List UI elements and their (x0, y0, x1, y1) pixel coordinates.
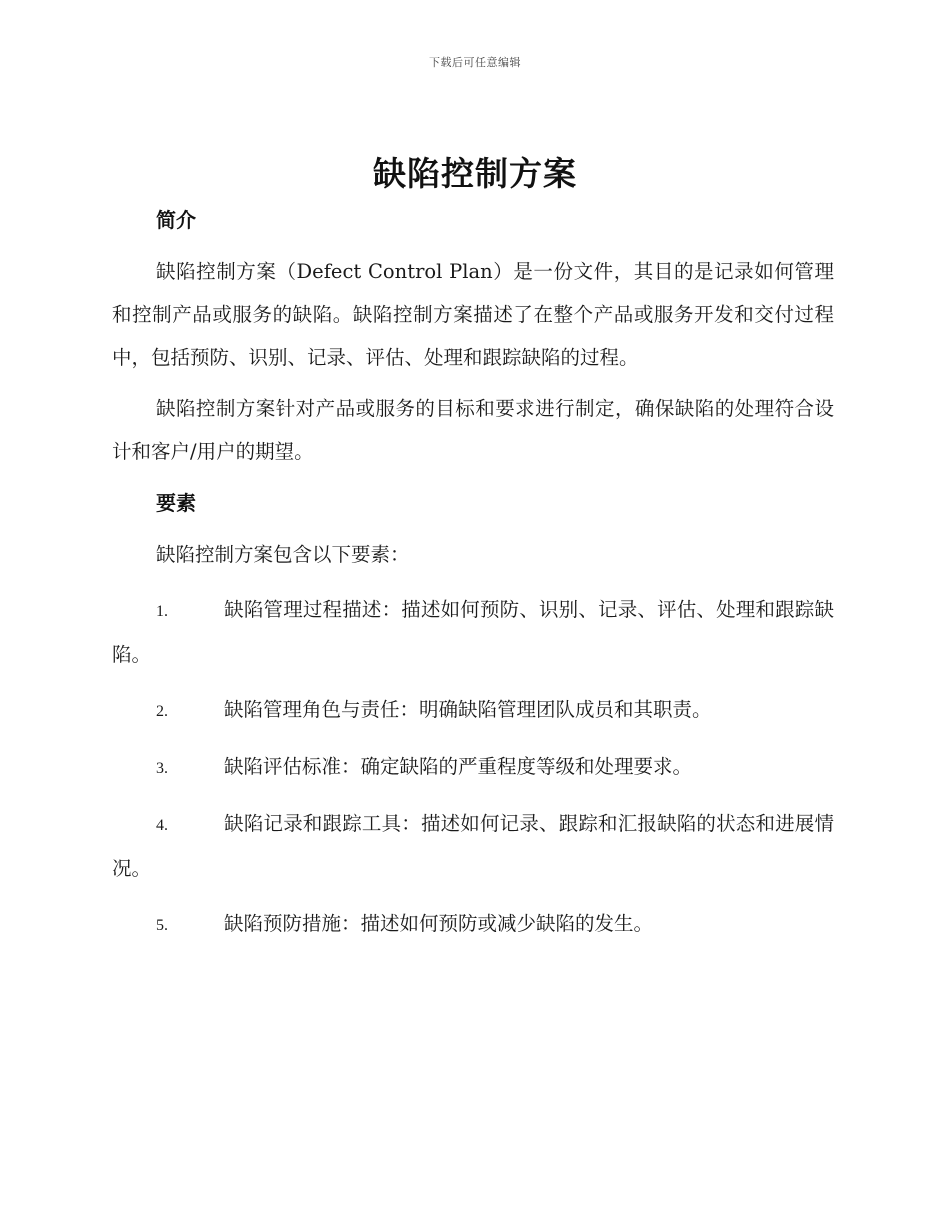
intro-paragraph-2: 缺陷控制方案针对产品或服务的目标和要求进行制定，确保缺陷的处理符合设计和客户/用户的期望。 (112, 397, 834, 463)
list-item (112, 688, 834, 733)
list-item-text: 缺陷管理角色与责任：明确缺陷管理团队成员和其职责。 (224, 698, 712, 721)
list-item-number: 1. (156, 603, 168, 620)
list-item (112, 588, 834, 676)
section-heading-elements: 要素 (156, 491, 196, 515)
list-item-text: 缺陷记录和跟踪工具：描述如何记录、跟踪和汇报缺陷的状态和进展情况。 (112, 812, 834, 880)
list-item (112, 902, 834, 947)
document-title: 缺陷控制方案 (373, 154, 577, 193)
section-heading-intro: 简介 (156, 208, 196, 232)
list-item-text: 缺陷管理过程描述：描述如何预防、识别、记录、评估、处理和跟踪缺陷。 (112, 598, 834, 666)
document-body (112, 198, 834, 947)
list-item (112, 745, 834, 790)
list-item (112, 802, 834, 890)
list-item-text: 缺陷评估标准：确定缺陷的严重程度等级和处理要求。 (224, 755, 693, 778)
list-item-number: 3. (156, 760, 168, 777)
header-note: 下载后可任意编辑 (429, 56, 521, 69)
intro-paragraph-1: 缺陷控制方案（Defect Control Plan）是一份文件，其目的是记录如何管理和控制产品或服务的缺陷。缺陷控制方案描述了在整个产品或服务开发和交付过程中，包括预防、识别、记录、评估、处理和跟踪缺陷的过程。 (112, 260, 834, 369)
list-item-text: 缺陷预防措施：描述如何预防或减少缺陷的发生。 (224, 912, 654, 935)
elements-lead-paragraph: 缺陷控制方案包含以下要素： (156, 543, 410, 566)
list-item-number: 2. (156, 703, 168, 720)
list-item-number: 4. (156, 817, 168, 834)
list-item-number: 5. (156, 917, 168, 934)
